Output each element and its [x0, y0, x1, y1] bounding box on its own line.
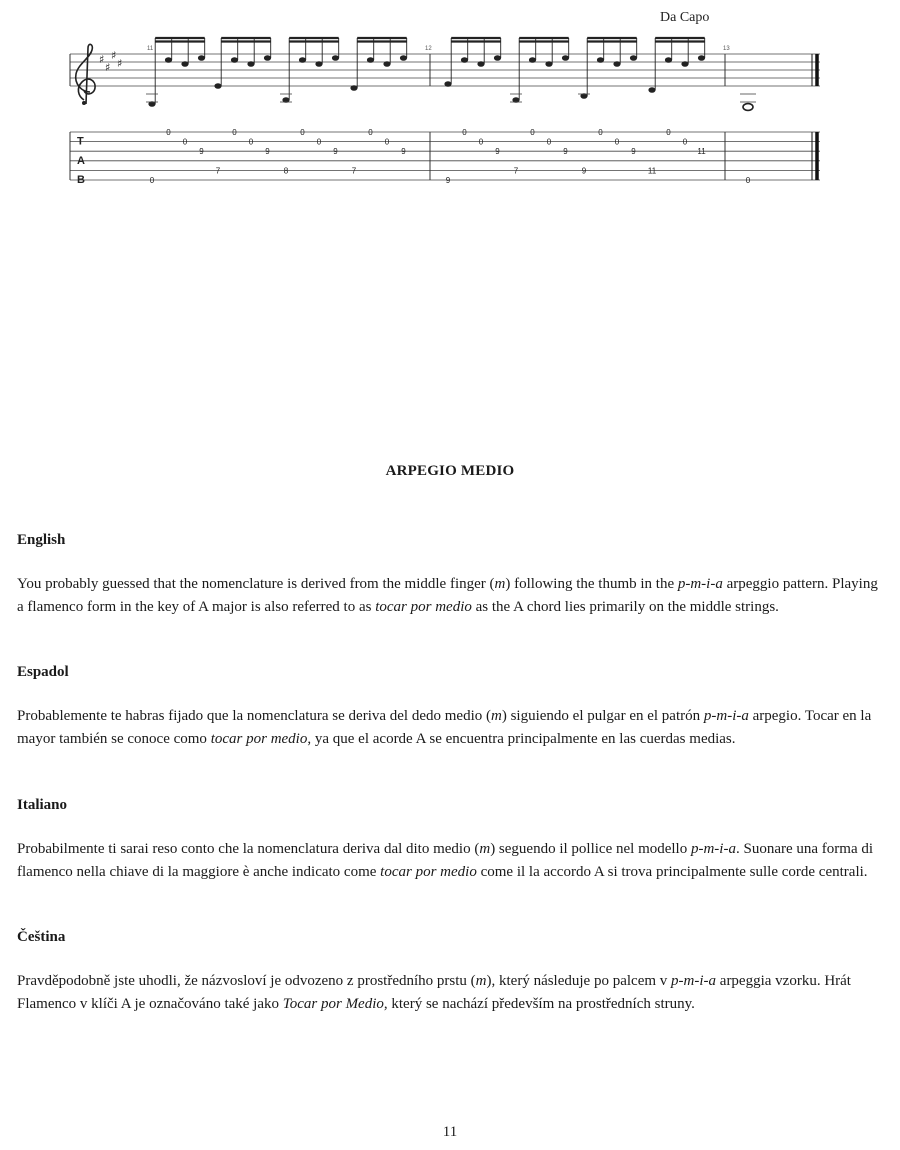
emphasis-text: Tocar por Medio — [282, 995, 384, 1012]
note-head — [477, 61, 484, 67]
note-head — [444, 81, 451, 87]
body-text: Probablemente te habras fijado que la nomenclatura se deriva del dedo medio ( — [17, 708, 491, 724]
body-text: come il la accordo A si trova principalmente sulle corde centrali. — [476, 863, 868, 880]
note-head — [231, 57, 238, 63]
tab-fret-number: 9 — [563, 147, 568, 157]
treble-clef-icon — [76, 44, 95, 105]
emphasis-text: tocar por medio — [375, 598, 472, 615]
note-head — [613, 61, 620, 67]
note-head — [350, 85, 357, 91]
note-head — [665, 57, 672, 63]
tab-fret-number: 0 — [530, 128, 535, 137]
whole-note — [743, 104, 753, 111]
note-head — [315, 61, 322, 67]
tab-fret-number: 0 — [384, 137, 390, 147]
body-text: ) siguiendo el pulgar en el patrón — [501, 708, 704, 724]
tab-clef-label — [77, 136, 85, 186]
music-score — [0, 0, 900, 215]
svg-text:♯: ♯ — [105, 61, 111, 74]
tab-label-letter: A — [77, 154, 85, 167]
body-text: Pravděpodobně jste uhodli, že názvosloví je odvozeno z prostředního prstu ( — [17, 973, 476, 989]
note-head — [247, 61, 254, 67]
tab-fret-number: 9 — [199, 147, 204, 157]
tab-fret-number: 0 — [614, 137, 620, 147]
tab-fret-number: 0 — [232, 128, 237, 137]
body-text: arpegio. Tocar en la mayor también se conoce como — [17, 708, 872, 747]
tab-fret-number: 9 — [265, 147, 270, 157]
tab-fret-number: 9 — [333, 147, 338, 157]
tab-fret-number: 0 — [166, 128, 171, 137]
emphasis-text: m — [491, 708, 502, 724]
emphasis-text: p-m-i-a — [703, 708, 749, 724]
note-head — [648, 87, 655, 93]
emphasis-text: m — [479, 841, 491, 857]
note-head — [698, 55, 705, 61]
emphasis-text: p-m-i-a — [671, 973, 717, 989]
tab-fret-number: 0 — [598, 128, 603, 137]
note-head — [630, 55, 637, 61]
emphasis-text: tocar por medio — [210, 730, 308, 747]
note-head — [597, 57, 604, 63]
notation-notes — [146, 38, 756, 110]
tab-fret-number: 0 — [478, 137, 484, 147]
svg-text:♯: ♯ — [99, 53, 105, 66]
note-head — [198, 55, 205, 61]
note-head — [545, 61, 552, 67]
note-head — [299, 57, 306, 63]
tab-fret-number: 8 — [283, 166, 289, 176]
note-head — [383, 61, 390, 67]
emphasis-text: tocar por medio — [380, 863, 477, 880]
tab-fret-number: 11 — [647, 166, 657, 176]
body-text: Probabilmente ti sarai reso conto che la nomenclatura deriva dal dito medio ( — [17, 841, 480, 857]
svg-text:♯: ♯ — [111, 49, 117, 62]
tab-label-letter: T — [77, 135, 84, 148]
body-text: ), který následuje po palcem v — [486, 973, 672, 989]
body-text: ) following the thumb in the — [505, 576, 678, 592]
section-1 — [17, 663, 879, 750]
tab-fret-number: 9 — [581, 166, 587, 176]
body-text: as the A chord lies primarily on the middle strings. — [471, 598, 779, 615]
section-heading: Espadol — [17, 664, 69, 680]
note-head — [214, 83, 221, 89]
note-head — [264, 55, 271, 61]
tab-fret-number: 0 — [682, 137, 688, 147]
tab-fret-number: 0 — [368, 128, 373, 137]
section-0 — [17, 531, 879, 618]
notation-staff — [70, 54, 820, 86]
svg-text:♯: ♯ — [117, 57, 123, 70]
section-heading: English — [17, 532, 66, 548]
tab-fret-number: 0 — [316, 137, 322, 147]
page-title: ARPEGIO MEDIO — [385, 463, 515, 479]
note-head — [165, 57, 172, 63]
tab-fret-number: 0 — [149, 176, 155, 185]
body-text: arpeggia vzorku. Hrát Flamenco v klíči A je označováno také jako — [17, 973, 851, 1012]
section-body — [17, 705, 879, 750]
section-body — [17, 838, 879, 883]
body-text: , ya que el acorde A se encuentra principalmente en las cuerdas medias. — [307, 730, 736, 747]
note-head — [494, 55, 501, 61]
measure-numbers — [147, 46, 730, 52]
section-body — [17, 573, 879, 618]
tab-fret-number: 0 — [546, 137, 552, 147]
tab-fret-number: 9 — [495, 147, 500, 157]
tab-fret-number: 11 — [697, 147, 706, 157]
tab-fret-number: 0 — [248, 137, 254, 147]
body-text: , který se nachází především na prostředních struny. — [383, 995, 695, 1012]
tab-fret-number: 9 — [445, 176, 451, 185]
tab-fret-number: 0 — [462, 128, 467, 137]
note-head — [562, 55, 569, 61]
section-body — [17, 970, 879, 1015]
note-head — [181, 61, 188, 67]
emphasis-text: m — [475, 973, 487, 989]
body-text: ) seguendo il pollice nel modello — [490, 841, 691, 857]
tab-fret-number: 0 — [745, 176, 751, 185]
emphasis-text: m — [494, 576, 506, 592]
body-text: arpeggio pattern. Playing a flamenco form in the key of A major is also referred to as — [17, 576, 878, 615]
note-head — [400, 55, 407, 61]
tab-fret-number: 0 — [300, 128, 305, 137]
body-text: You probably guessed that the nomenclature is derived from the middle finger ( — [17, 576, 495, 592]
tab-fret-number: 7 — [351, 166, 357, 176]
note-head — [529, 57, 536, 63]
tab-fret-number: 0 — [666, 128, 671, 137]
measure-number: 11 — [147, 46, 154, 52]
measure-number: 13 — [723, 46, 730, 52]
section-heading: Čeština — [17, 929, 66, 945]
measure-number: 12 — [425, 46, 432, 52]
note-head — [367, 57, 374, 63]
tab-fret-number: 7 — [215, 166, 221, 176]
tab-fret-number: 7 — [513, 166, 519, 176]
tab-fret-number: 9 — [631, 147, 636, 157]
note-head — [332, 55, 339, 61]
tab-fret-numbers — [150, 128, 751, 185]
section-heading: Italiano — [17, 797, 68, 813]
note-head — [461, 57, 468, 63]
tab-label-letter: B — [77, 174, 85, 186]
section-2 — [17, 796, 879, 883]
emphasis-text: p-m-i-a — [690, 841, 736, 857]
body-text: . Suonare una forma di flamenco nella chiave di la maggiore è anche indicato come — [17, 841, 874, 880]
tab-fret-number: 9 — [401, 147, 406, 157]
page-number: 11 — [442, 1124, 458, 1140]
emphasis-text: p-m-i-a — [677, 576, 723, 592]
da-capo-marking: Da Capo — [660, 10, 710, 25]
note-head — [681, 61, 688, 67]
section-3 — [17, 928, 879, 1015]
tab-fret-number: 0 — [182, 137, 188, 147]
